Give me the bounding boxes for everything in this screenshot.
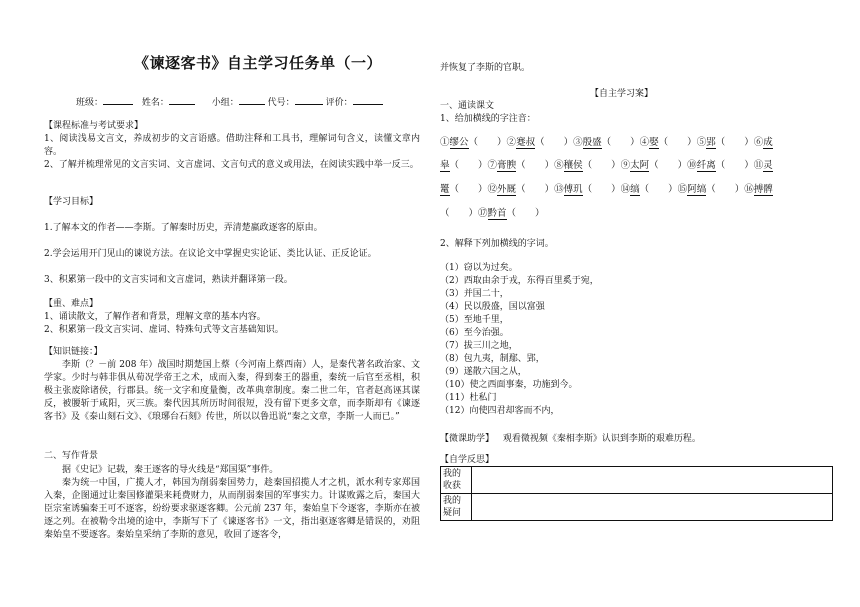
background-continued: 并恢复了李斯的官职。	[440, 63, 531, 73]
pinyin-row-2	[440, 159, 773, 172]
standards-item-2: 2、了解并梳理常见的文言实词、文言虚词、文言句式的意义或用法，在阅读实践中举一反三。	[44, 160, 419, 170]
class-label: 班级：	[76, 98, 104, 108]
pinyin-item: ④娶（ ）	[639, 137, 697, 148]
pinyin-item: ②蹇叔（ ）	[506, 137, 574, 148]
reflection-answer-field[interactable]	[472, 467, 833, 494]
code-field[interactable]	[295, 94, 323, 105]
pinyin-item: ⑨太阿（ ）	[620, 160, 688, 171]
goals-item-2: 2.学会运用开门见山的谏说方法。在议论文中掌握史实论证、类比认证、正反论证。	[44, 249, 377, 259]
explain-item: （3）并国二十，	[440, 289, 509, 299]
name-label: 姓名：	[141, 98, 169, 108]
pinyin-item: ⑭缟（ ）	[620, 184, 678, 195]
group-field[interactable]	[239, 94, 265, 105]
self-study-heading: 【自主学习案】	[590, 89, 654, 99]
micro-lesson-text: 观看微视频《秦相李斯》认识到李斯的艰难历程。	[502, 434, 701, 444]
pinyin-question: 1、给加横线的字注音：	[440, 114, 536, 124]
pinyin-item: ⑯搏髀	[744, 184, 773, 195]
pinyin-item: ⑩纤离（ ）	[687, 160, 754, 171]
pinyin-row-3	[440, 183, 773, 196]
pinyin-item: ⑬傅玑（ ）	[554, 184, 621, 195]
eval-label: 评价：	[325, 98, 353, 108]
group-label: 小组：	[211, 98, 239, 108]
pinyin-item: ①缪公（ ）	[440, 137, 507, 148]
pinyin-item: ⑰黔首（ ）	[478, 208, 545, 219]
explain-item: （6）至今治强。	[440, 328, 509, 338]
knowledge-heading: 【知识链接：】	[44, 347, 103, 357]
standards-item-1: 1、阅读浅易文言文，养成初步的文言语感。借助注释和工具书，理解词句含义，读懂文章内容。	[44, 134, 420, 157]
explain-item: （2）西取由余于戎，东得百里奚于宛，	[440, 276, 599, 286]
reflection-heading: 【自学反思】	[440, 455, 495, 465]
pinyin-item: ⑥成	[753, 137, 773, 148]
reflection-table	[440, 466, 833, 521]
goals-item-3: 3、积累第一段中的文言实词和文言虚词，熟读并翻译第一段。	[44, 275, 293, 285]
explain-item: （1）窃以为过矣。	[440, 263, 518, 273]
explain-item: （8）包九夷，制鄢、郢，	[440, 354, 545, 364]
student-info-row	[76, 94, 383, 110]
standards-heading: 【课程标准与考试要求】	[44, 121, 144, 131]
pinyin-item: ⑪灵	[753, 160, 773, 171]
page-title: 《谏逐客书》自主学习任务单（一）	[134, 54, 383, 72]
pinyin-row-4: （ ）⑰黔首（ ）	[440, 208, 545, 219]
keypoints-heading: 【重、难点】	[44, 299, 99, 309]
pinyin-item: ③殷盛（ ）	[573, 137, 640, 148]
pinyin-item: ⑮阿缟（ ）	[677, 184, 745, 195]
goals-heading: 【学习目标】	[44, 197, 99, 207]
pinyin-row-1	[440, 136, 773, 149]
background-p1: 据《史记》记载，秦王逐客的导火线是“郑国渠”事件。	[62, 465, 279, 475]
background-p2: 秦为统一中国，广揽人才，韩国为削弱秦国势力，趁秦国招揽人才之机，派水利专家郑国入秦，企图通过让秦国修灌渠来耗费财力，从而削弱秦国的军事实力。计谋败露之后，秦国大臣宗室诱骗秦王可不逐客，纷纷要求驱逐客卿。公元前 237 年，秦始皇下令逐客，李斯亦在被逐之列。在被勒令出境的途中，李斯写下了《谏逐客书》一文，指出驱逐客卿是错误的，劝阻秦始皇不要逐客。秦始皇采纳了李斯的意见，收回了逐客令，	[44, 478, 420, 540]
pinyin-item: ⑫外厩（ ）	[487, 184, 555, 195]
explain-question: 2、解释下列加横线的字词。	[440, 239, 554, 249]
pinyin-item: ⑦膏腴（ ）	[487, 160, 555, 171]
reflection-label: 我的收获	[441, 467, 472, 494]
keypoints-item-1: 1、诵读散文，了解作者和背景，理解文章的基本内容。	[44, 312, 266, 322]
explain-item: （4）民以殷盛，国以富强	[440, 302, 545, 312]
micro-lesson-label: 【微课助学】	[440, 434, 495, 444]
section-read-heading: 一、通读课文	[440, 101, 495, 111]
goals-item-1: 1.了解本文的作者——李斯。了解秦时历史，弄清楚嬴政逐客的原由。	[44, 223, 323, 233]
reflection-answer-field[interactable]	[472, 494, 833, 521]
background-heading: 二、写作背景	[44, 451, 99, 461]
pinyin-item: 皋（ ）	[440, 160, 488, 171]
explain-item: （12）向使四君却客而不内，	[440, 406, 560, 416]
eval-field[interactable]	[353, 94, 383, 105]
reflection-row	[441, 494, 833, 521]
pinyin-item: 鼍（ ）	[440, 184, 488, 195]
explain-item: （5）至地千里，	[440, 315, 509, 325]
micro-lesson-row	[440, 433, 701, 446]
explain-item: （10）使之西面事秦，功施到今。	[440, 380, 578, 390]
knowledge-text: 李斯（？－前 208 年）战国时期楚国上蔡（今河南上蔡西南）人，是秦代著名政治家、文学家。少时与韩非俱从荀况学帝王之术，成而入秦，得到秦王的器重，秦统一后官至丞相，积极主张废除诸侯，行郡县。统一文字和度量衡，改革典章制度。秦二世二年，官者赵高诬其谋反，被腰斩于咸阳，灭三族。秦代因其所历时间很短，没有留下更多文章，而李斯却有《谏逐客书》及《泰山刻石文》、《琅琊台石刻》传世，所以以鲁迅说“秦之文章，李斯一人而已。”	[44, 360, 420, 422]
reflection-label: 我的疑问	[441, 494, 472, 521]
keypoints-item-2: 2、积累第一段文言实词、虚词、特殊句式等文言基础知识。	[44, 325, 284, 335]
reflection-row	[441, 467, 833, 494]
explain-item: （11）杜私门	[440, 393, 497, 403]
name-field[interactable]	[169, 94, 195, 105]
class-field[interactable]	[103, 94, 133, 105]
explain-item: （7）拔三川之地，	[440, 341, 518, 351]
code-label: 代号：	[267, 98, 295, 108]
pinyin-item: ⑧穰侯（ ）	[554, 160, 621, 171]
pinyin-item: ⑤郢（ ）	[696, 137, 754, 148]
explain-item: （9）遂散六国之从，	[440, 367, 527, 377]
